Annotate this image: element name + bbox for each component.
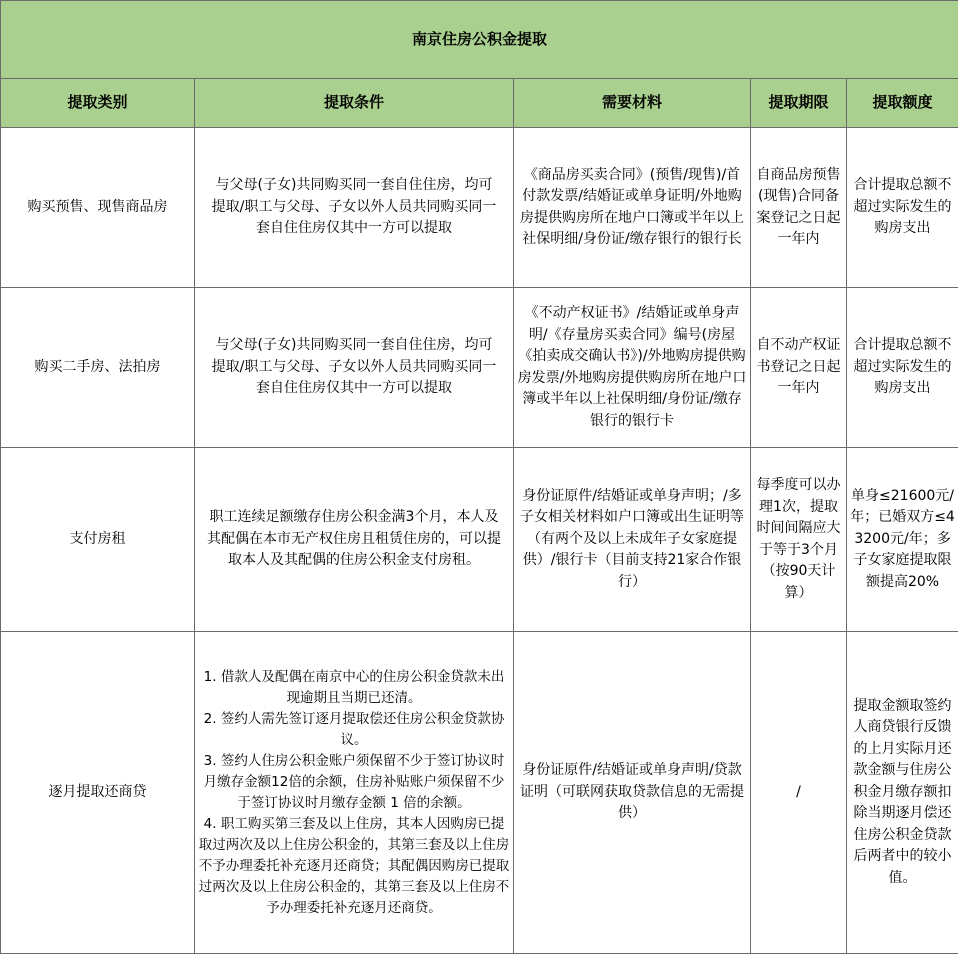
category-cell: 支付房租: [1, 448, 195, 632]
condition-step: 3. 签约人住房公积金账户须保留不少于签订协议时月缴存金额12倍的余额，住房补贴账户须保留不少于签订协议时月缴存金额 1 倍的余额。: [203, 752, 505, 811]
header-category: 提取类别: [1, 79, 195, 128]
category-cell: 逐月提取还商贷: [1, 632, 195, 954]
header-materials: 需要材料: [514, 79, 751, 128]
period-cell: /: [751, 632, 847, 954]
condition-step: 4. 职工购买第三套及以上住房，其本人因购房已提取过两次及以上住房公积金的，其第三套及以上住房不予办理委托补充逐月还商贷；其配偶因购房已提取过两次及以上住房公积金的，其第三套及以上住房不予办理委托补充逐月还商贷。: [198, 815, 510, 916]
condition-step: 2. 签约人需先签订逐月提取偿还住房公积金贷款协议。: [203, 710, 505, 748]
materials-cell: 《商品房买卖合同》(预售/现售)/首付款发票/结婚证或单身证明/外地购房提供购房所在地户口簿或半年以上社保明细/身份证/缴存银行的银行长: [514, 128, 751, 288]
period-cell: 自不动产权证书登记之日起一年内: [751, 288, 847, 448]
table-row: [1, 448, 958, 632]
period-cell: 自商品房预售(现售)合同备案登记之日起一年内: [751, 128, 847, 288]
header-period: 提取期限: [751, 79, 847, 128]
period-cell: 每季度可以办理1次，提取时间间隔应大于等于3个月（按90天计算）: [751, 448, 847, 632]
title-row: [1, 1, 958, 79]
materials-cell: 《不动产权证书》/结婚证或单身声明/《存量房买卖合同》编号(房屋《拍卖成交确认书》)/外地购房提供购房发票/外地购房提供购房所在地户口簿或半年以上社保明细/身份证/缴存银行的银行卡: [514, 288, 751, 448]
condition-steps-cell: [195, 632, 514, 954]
condition-cell: 与父母(子女)共同购买同一套自住住房，均可提取/职工与父母、子女以外人员共同购买同一套自住住房仅其中一方可以提取: [195, 128, 514, 288]
materials-cell: 身份证原件/结婚证或单身声明/贷款证明（可联网获取贷款信息的无需提供）: [514, 632, 751, 954]
materials-cell: 身份证原件/结婚证或单身声明；/多子女相关材料如户口簿或出生证明等（有两个及以上未成年子女家庭提供）/银行卡（目前支持21家合作银行）: [514, 448, 751, 632]
amount-cell: 单身≤21600元/年；已婚双方≤43200元/年；多子女家庭提取限额提高20%: [847, 448, 958, 632]
table-row: [1, 632, 958, 954]
condition-cell: 职工连续足额缴存住房公积金满3个月，本人及其配偶在本市无产权住房且租赁住房的，可以提取本人及其配偶的住房公积金支付房租。: [195, 448, 514, 632]
amount-cell: 合计提取总额不超过实际发生的购房支出: [847, 128, 958, 288]
header-amount: 提取额度: [847, 79, 958, 128]
page-title: 南京住房公积金提取: [1, 1, 958, 79]
category-cell: 购买预售、现售商品房: [1, 128, 195, 288]
condition-cell: 与父母(子女)共同购买同一套自住住房，均可提取/职工与父母、子女以外人员共同购买同一套自住住房仅其中一方可以提取: [195, 288, 514, 448]
amount-cell: 合计提取总额不超过实际发生的购房支出: [847, 288, 958, 448]
amount-cell: 提取金额取签约人商贷银行反馈的上月实际月还款金额与住房公积金月缴存额扣除当期逐月偿还住房公积金贷款后两者中的较小值。: [847, 632, 958, 954]
table-row: [1, 128, 958, 288]
header-condition: 提取条件: [195, 79, 514, 128]
condition-step: 1. 借款人及配偶在南京中心的住房公积金贷款未出现逾期且当期已还清。: [203, 668, 505, 706]
table-row: [1, 288, 958, 448]
category-cell: 购买二手房、法拍房: [1, 288, 195, 448]
header-row: [1, 79, 958, 128]
